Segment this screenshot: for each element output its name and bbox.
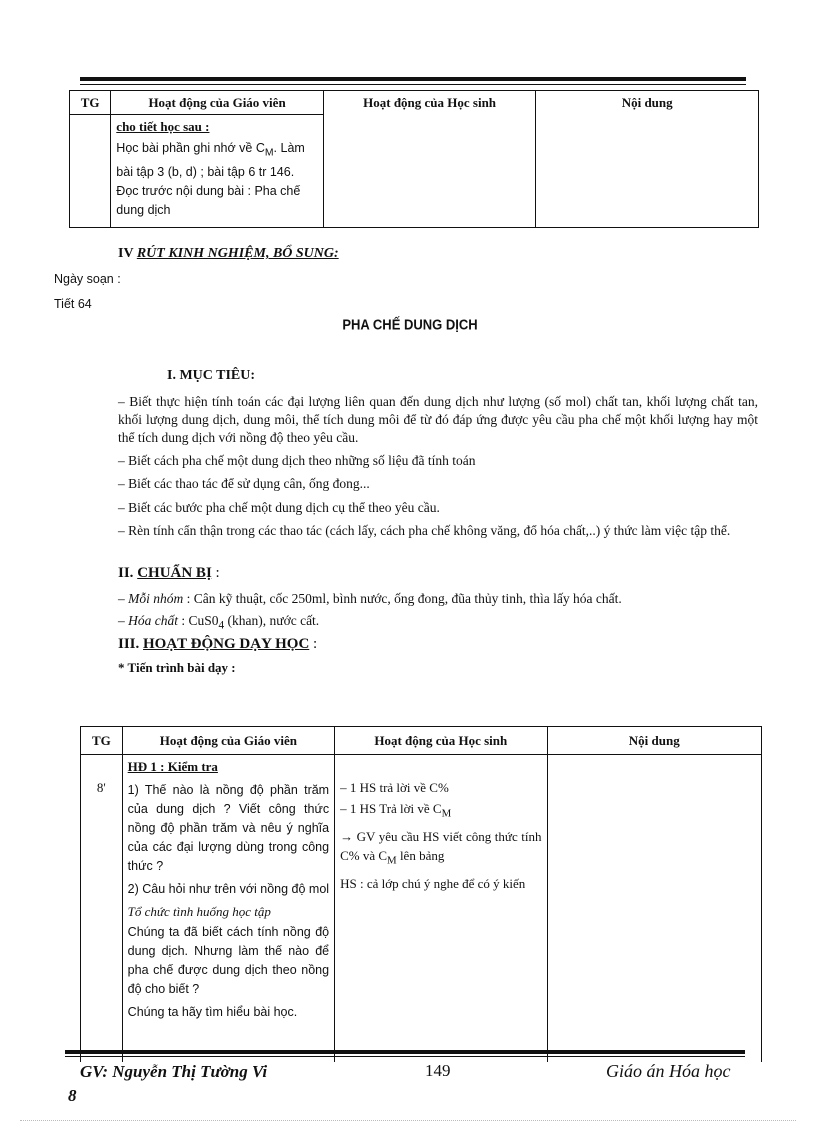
col-student: Hoạt động của Học sinh: [335, 727, 547, 755]
objective-5: – Rèn tính cẩn thận trong các thao tác (cách lấy, cách pha chế không văng, đổ hóa chất,..) ý thức làm việc tập thể.: [118, 523, 731, 538]
time-cell: [70, 115, 111, 228]
table-row: [70, 115, 759, 228]
col-content: Nội dung: [536, 91, 759, 115]
closing-text: Chúng ta hãy tìm hiểu bài học.: [127, 1005, 298, 1019]
continuation-table: [69, 90, 759, 228]
col-tg: TG: [70, 91, 111, 115]
objective-3: – Biết các thao tác để sử dụng cân, ống đong...: [118, 476, 370, 491]
teacher-cell: [122, 755, 334, 1063]
objective-4: – Biết các bước pha chế một dung dịch cụ thể theo yêu cầu.: [118, 500, 440, 515]
student-line-4: HS : cả lớp chú ý nghe để có ý kiến: [340, 876, 526, 892]
activity-table: [80, 726, 762, 1062]
section-i-heading: I. MỤC TIÊU:: [167, 368, 256, 383]
content-cell: [547, 755, 761, 1063]
teacher-cell: [111, 115, 324, 228]
question-2: 2) Câu hỏi như trên với nồng độ mol: [127, 882, 330, 896]
student-cell: [323, 115, 536, 228]
section-iv-heading: IV RÚT KINH NGHIỆM, BỔ SUNG:: [118, 246, 339, 261]
question-1: 1) Thế nào là nồng độ phần trăm của dung dịch ? Viết công thức nồng độ phần trăm và nêu ý nghĩa của các đại lượng dùng trong công thức ?: [127, 783, 330, 873]
student-line-2: – 1 HS Trả lời về $C_M$: [340, 801, 452, 820]
date-line: Ngày soạn :: [54, 272, 121, 286]
situation-text: Chúng ta đã biết cách tính nồng độ dung dịch. Nhưng làm thế nào để pha chế được dung dịch theo nồng độ cho biết ?: [127, 925, 330, 996]
time-cell: 8': [81, 755, 123, 1063]
footer-grade: 8: [68, 1086, 77, 1105]
content-cell: [536, 115, 759, 228]
section-iii-heading: III. HOẠT ĐỘNG DẠY HỌC :: [118, 636, 318, 652]
hd-title: HĐ 1 : Kiểm tra: [127, 759, 218, 774]
footer-rule: [65, 1050, 745, 1054]
footer-rule-thin: [65, 1056, 745, 1057]
col-teacher: Hoạt động của Giáo viên: [122, 727, 334, 755]
page-bottom-dotted-line: [20, 1120, 796, 1121]
footer-author: GV: Nguyễn Thị Tường Vi: [80, 1062, 268, 1081]
lesson-line: Tiết 64: [54, 297, 92, 311]
footer-page-number: 149: [425, 1061, 451, 1080]
col-teacher: Hoạt động của Giáo viên: [111, 91, 324, 115]
top-rule: [80, 77, 746, 81]
objective-1: – Biết thực hiện tính toán các đại lượng liên quan đến dung dịch như lượng (số mol) chất tan, khối lượng chất tan, khối lượng dung dịch, dung môi, thể tích dung môi để từ đó đáp ứng được yêu cầu pha chế một khối lượng hay một thể tích dung dịch với nồng độ theo yêu cầu.: [118, 394, 758, 445]
lesson-title: PHA CHẾ DUNG DỊCH: [342, 316, 478, 333]
student-cell: [335, 755, 547, 1063]
prep-chemicals: – Hóa chất : $CuS0_4$ (khan), nước cất.: [118, 613, 320, 632]
table-header-row: [70, 91, 759, 115]
objective-2: – Biết cách pha chế một dung dịch theo những số liệu đã tính toán: [118, 453, 476, 468]
top-rule-thin: [80, 84, 746, 85]
student-line-3: → GV yêu cầu HS viết công thức tính C% và $C_M$ lên bảng: [340, 828, 542, 867]
table-row: [81, 755, 762, 1063]
process-title: * Tiến trình bài dạy :: [118, 660, 236, 675]
student-line-1: – 1 HS trả lời về C%: [340, 780, 449, 795]
situation-title: Tổ chức tình huống học tập: [127, 904, 271, 919]
table-header-row: [81, 727, 762, 755]
col-content: Nội dung: [547, 727, 761, 755]
teacher-text: Học bài phần ghi nhớ về $C_M$. Làm bài tập 3 (b, d) ; bài tập 6 tr 146. Đọc trước nội dung bài : Pha chế dung dịch: [116, 141, 305, 217]
teacher-title: cho tiết học sau :: [116, 119, 210, 134]
prep-group: – Mỗi nhóm : Cân kỹ thuật, cốc 250ml, bình nước, ống đong, đũa thủy tinh, thìa lấy hóa chất.: [118, 591, 622, 606]
col-student: Hoạt động của Học sinh: [323, 91, 536, 115]
col-tg: TG: [81, 727, 123, 755]
section-ii-heading: II. CHUẨN BỊ :: [118, 565, 220, 581]
footer-subject: Giáo án Hóa học: [606, 1061, 731, 1081]
